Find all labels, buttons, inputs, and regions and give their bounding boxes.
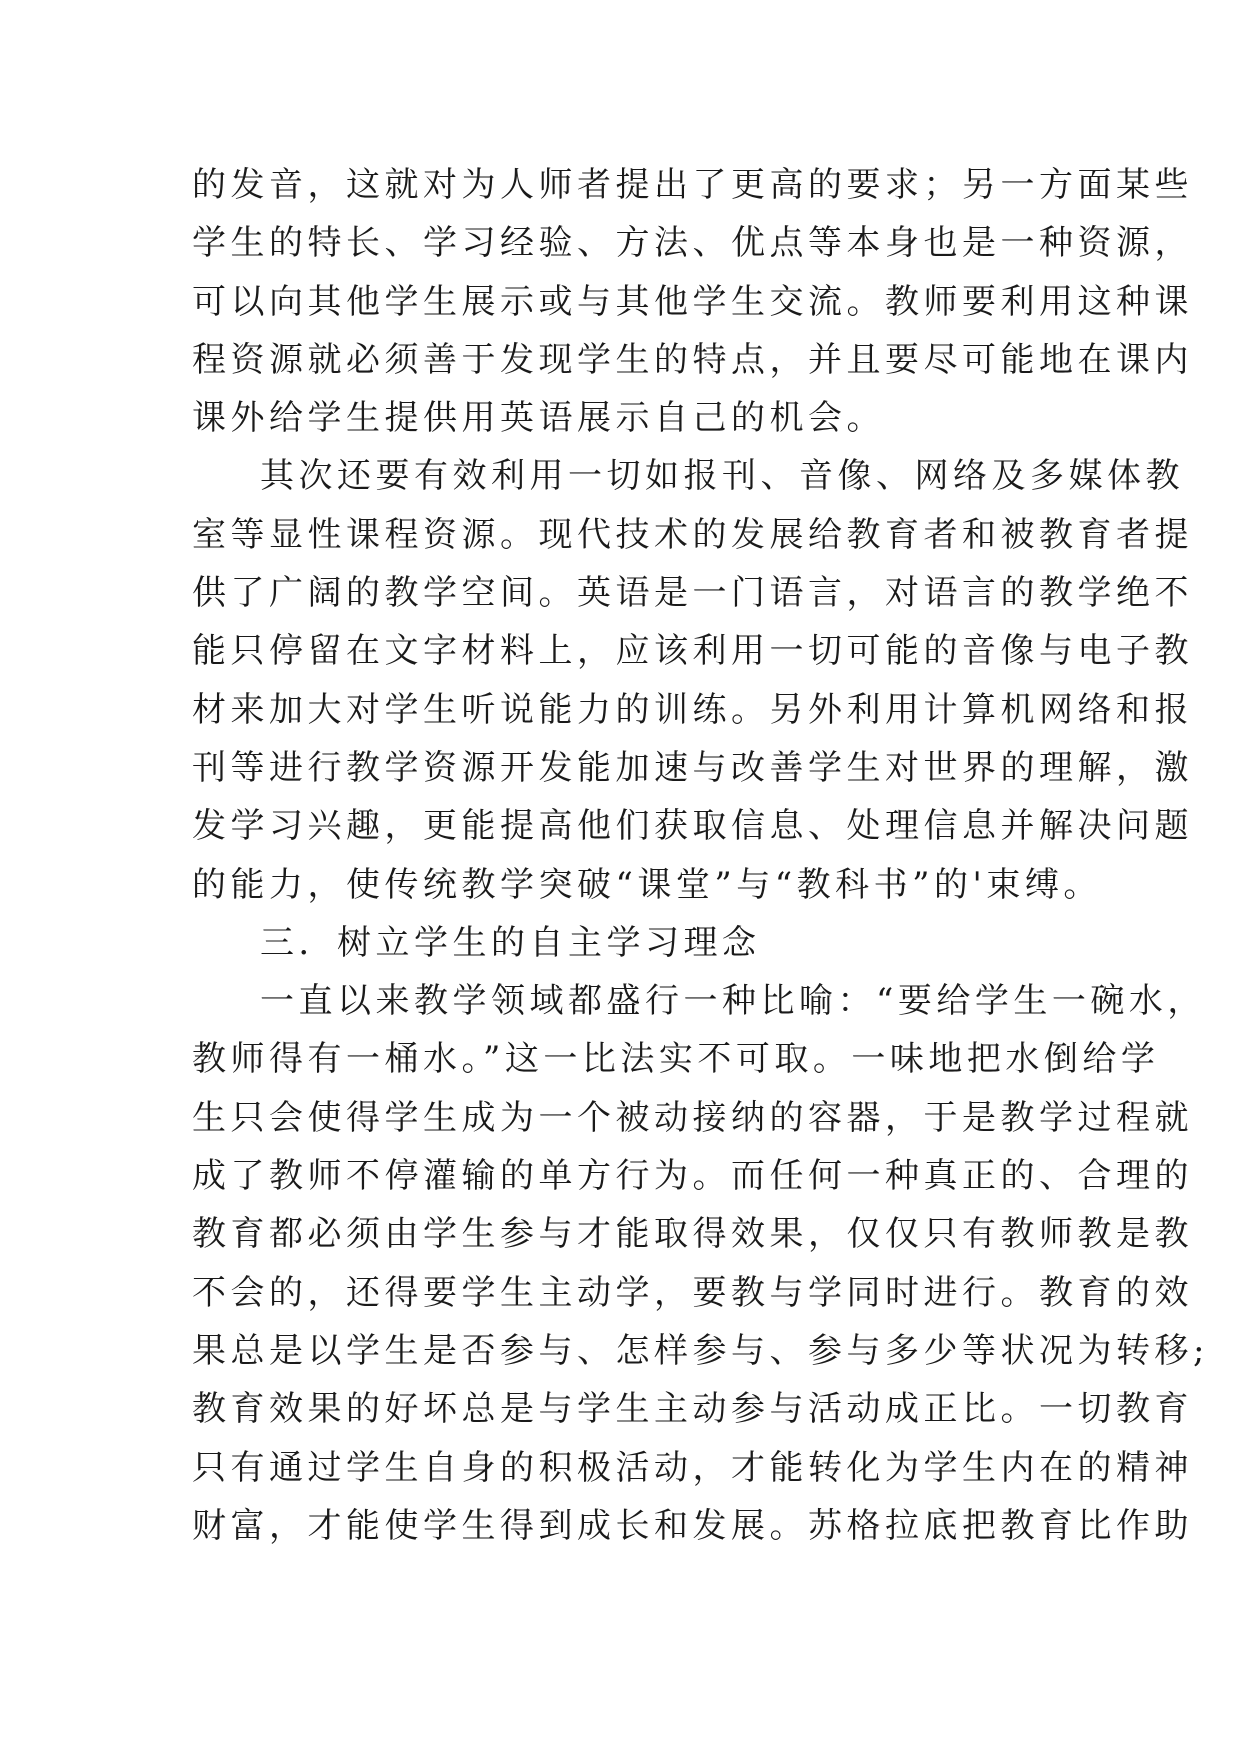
text-line: 刊等进行教学资源开发能加速与改善学生对世界的理解，激 — [192, 747, 1193, 788]
text-line: 可以向其他学生展示或与其他学生交流。教师要利用这种课 — [192, 281, 1193, 322]
text-line: 供了广阔的教学空间。英语是一门语言，对语言的教学绝不 — [192, 573, 1193, 614]
text-line: 的发音，这就对为人师者提出了更高的要求；另一方面某些 — [192, 165, 1193, 205]
text-line: 能只停留在文字材料上，应该利用一切可能的音像与电子教 — [192, 631, 1193, 672]
text-line: 其次还要有效利用一切如报刊、音像、网络及多媒体教 — [260, 456, 1184, 497]
text-line: 学生的特长、学习经验、方法、优点等本身也是一种资源， — [192, 223, 1193, 264]
text-line: 只有通过学生自身的积极活动，才能转化为学生内在的精神 — [192, 1447, 1193, 1488]
text-line: 程资源就必须善于发现学生的特点，并且要尽可能地在课内 — [192, 339, 1193, 380]
document-body — [192, 156, 1209, 1555]
text-line: 财富，才能使学生得到成长和发展。苏格拉底把教育比作助 — [192, 1505, 1193, 1546]
text-line: 教育都必须由学生参与才能取得效果，仅仅只有教师教是教 — [192, 1214, 1193, 1255]
text-line: 课外给学生提供用英语展示自己的机会。 — [192, 398, 885, 439]
text-line: 不会的，还得要学生主动学，要教与学同时进行。教育的效 — [192, 1272, 1193, 1313]
text-line: 一直以来教学领域都盛行一种比喻：“要给学生一碗水， — [260, 981, 1206, 1022]
text-line: 发学习兴趣，更能提高他们获取信息、处理信息并解决问题 — [192, 806, 1193, 847]
text-line: 室等显性课程资源。现代技术的发展给教育者和被教育者提 — [192, 514, 1193, 555]
text-line: 教育效果的好坏总是与学生主动参与活动成正比。一切教育 — [192, 1389, 1193, 1430]
text-line: 果总是以学生是否参与、怎样参与、参与多少等状况为转移; — [192, 1330, 1209, 1371]
text-line: 生只会使得学生成为一个被动接纳的容器，于是教学过程就 — [192, 1097, 1193, 1138]
text-line: 的能力，使传统教学突破“课堂”与“教科书”的'束缚。 — [192, 864, 1102, 905]
text-line: 材来加大对学生听说能力的训练。另外利用计算机网络和报 — [192, 689, 1193, 730]
text-line: 三．树立学生的自主学习理念 — [260, 922, 761, 963]
text-line: 教师得有一桶水。”这一比法实不可取。一味地把水倒给学 — [192, 1039, 1160, 1080]
text-line: 成了教师不停灌输的单方行为。而任何一种真正的、合理的 — [192, 1156, 1193, 1197]
